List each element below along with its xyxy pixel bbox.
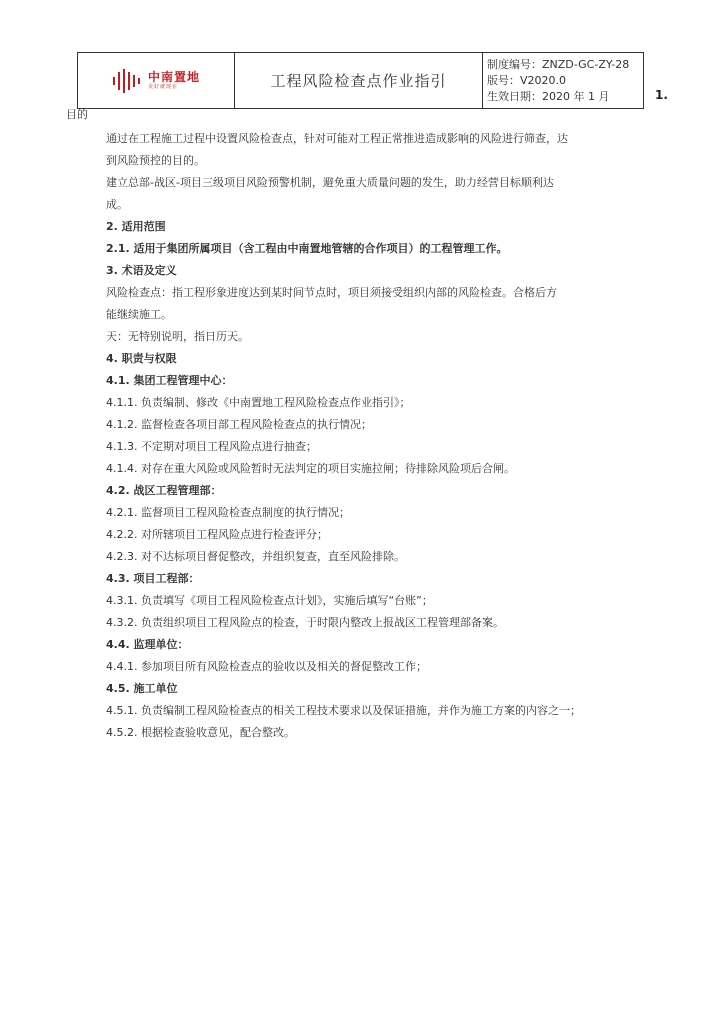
paragraph-line: 天：无特别说明，指日历天。	[106, 330, 249, 343]
paragraph-line: 风险检查点：指工程形象进度达到某时间节点时，项目须接受组织内部的风险检查。合格后方	[106, 286, 557, 299]
paragraph-line: 4.1. 集团工程管理中心：	[106, 374, 233, 387]
paragraph-line: 通过在工程施工过程中设置风险检查点，针对可能对工程正常推进造成影响的风险进行筛查，达	[106, 132, 568, 145]
paragraph-line: 成。	[106, 198, 128, 211]
paragraph-line: 4.4. 监理单位：	[106, 638, 189, 651]
paragraph-line: 4.1.3. 不定期对项目工程风险点进行抽查；	[106, 440, 317, 453]
meta-cell	[483, 53, 644, 109]
logo-cell	[78, 53, 235, 109]
paragraph-line: 4.3.1. 负责填写《项目工程风险检查点计划》，实施后填写“台账”；	[106, 594, 433, 607]
paragraph-line: 4.4.1. 参加项目所有风险检查点的验收以及相关的督促整改工作；	[106, 660, 427, 673]
title-cell	[235, 53, 483, 109]
document-header	[77, 52, 644, 109]
document-title: 工程风险检查点作业指引	[270, 72, 447, 90]
paragraph-line: 4.5.2. 根据检查验收意见，配合整改。	[106, 726, 295, 739]
paragraph-line: 4.3. 项目工程部：	[106, 572, 200, 585]
paragraph-line: 2.1. 适用于集团所属项目（含工程由中南置地管辖的合作项目）的工程管理工作。	[106, 242, 508, 255]
document-code: 制度编号：ZNZD-GC-ZY-28	[487, 57, 630, 71]
paragraph-line: 4.3.2. 负责组织项目工程风险点的检查，于时限内整改上报战区工程管理部备案。	[106, 616, 504, 629]
paragraph-line: 4.2.3. 对不达标项目督促整改，并组织复查，直至风险排除。	[106, 550, 405, 563]
paragraph-line: 4.5.1. 负责编制工程风险检查点的相关工程技术要求以及保证措施，并作为施工方案的内容之一；	[106, 704, 581, 717]
effective-date: 生效日期：2020 年 1 月	[487, 89, 610, 103]
paragraph-line: 4.5. 施工单位	[106, 682, 178, 695]
logo-bars-icon	[112, 69, 142, 93]
paragraph-line: 4.2.1. 监督项目工程风险检查点制度的执行情况；	[106, 506, 350, 519]
paragraph-line: 4.1.2. 监督检查各项目部工程风险检查点的执行情况；	[106, 418, 372, 431]
section-number: 1.	[655, 88, 668, 102]
paragraph-line: 4.1.1. 负责编制、修改《中南置地工程风险检查点作业指引》；	[106, 396, 411, 409]
paragraph-line: 3. 术语及定义	[106, 264, 177, 277]
company-slogan: 美好就现在	[147, 84, 178, 90]
company-logo	[78, 53, 234, 108]
paragraph-line: 建立总部-战区-项目三级项目风险预警机制，避免重大质量问题的发生，助力经营目标顺利达	[106, 176, 554, 189]
paragraph-line: 目的	[66, 108, 88, 121]
document-version: 版号：V2020.0	[487, 73, 567, 87]
paragraph-line: 4.1.4. 对存在重大风险或风险暂时无法判定的项目实施拉闸；待排除风险项后合闸。	[106, 462, 515, 475]
paragraph-line: 2. 适用范围	[106, 220, 166, 233]
company-name: 中南置地	[147, 70, 200, 84]
paragraph-line: 4.2.2. 对所辖项目工程风险点进行检查评分；	[106, 528, 328, 541]
paragraph-line: 4. 职责与权限	[106, 352, 177, 365]
paragraph-line: 能继续施工。	[106, 308, 172, 321]
paragraph-line: 到风险预控的目的。	[106, 154, 205, 167]
paragraph-line: 4.2. 战区工程管理部：	[106, 484, 222, 497]
